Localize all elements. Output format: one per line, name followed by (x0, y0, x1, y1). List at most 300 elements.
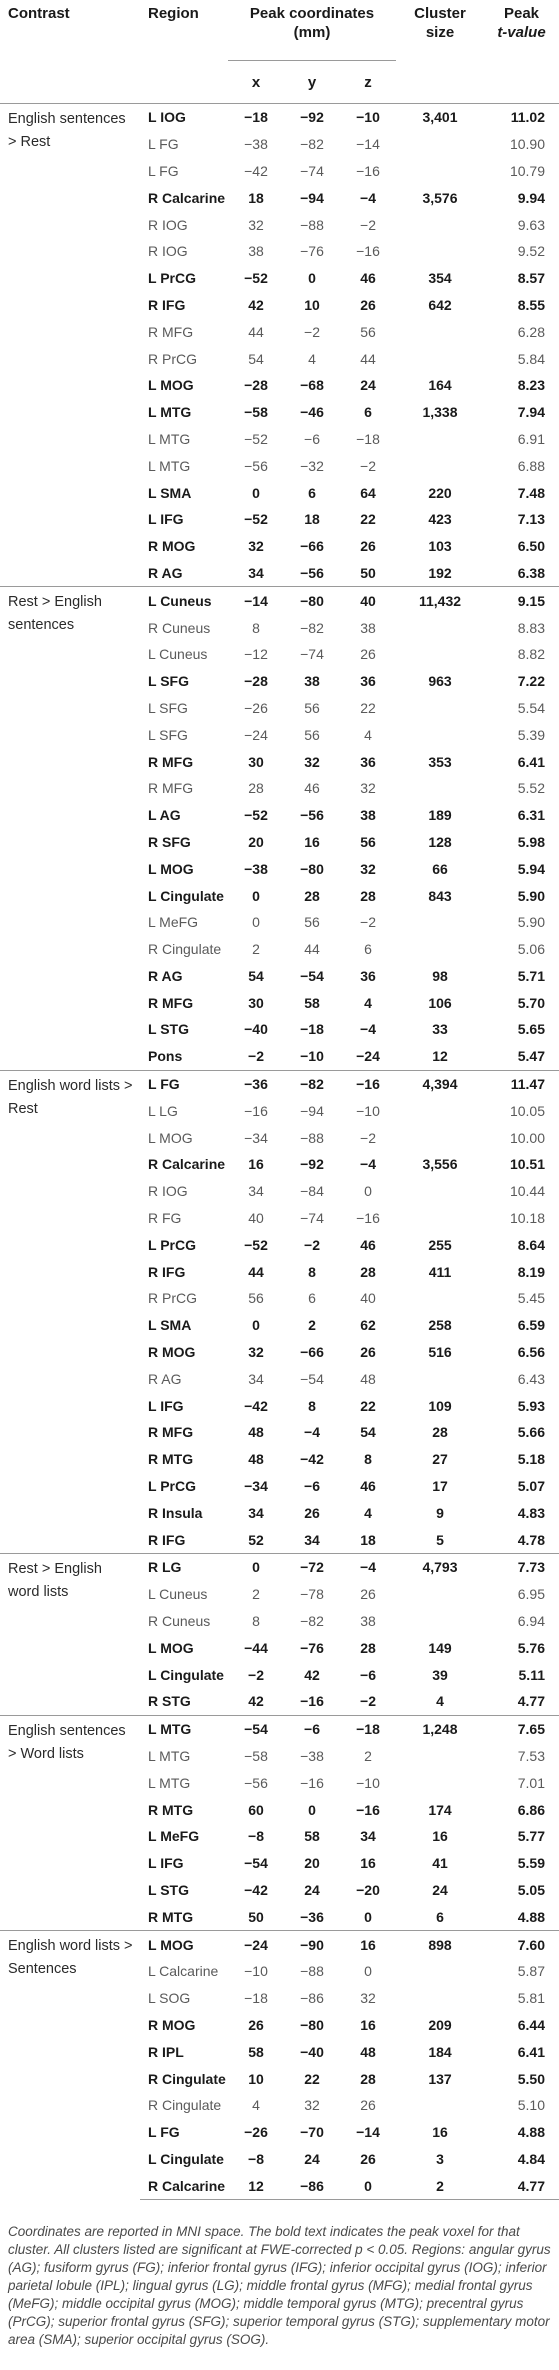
region-cell: L FG (148, 162, 179, 179)
x-coordinate-cell: 0 (252, 484, 260, 501)
t-value-cell: 10.90 (509, 136, 545, 153)
t-value-cell: 6.41 (517, 753, 545, 770)
t-value-cell: 4.88 (517, 2124, 545, 2141)
x-coordinate-cell: −10 (244, 1963, 268, 1980)
t-value-cell: 5.71 (517, 967, 545, 984)
z-coordinate-cell: 0 (340, 2172, 396, 2199)
y-coordinate-cell: −36 (300, 1908, 324, 1925)
region-cell: L AG (148, 807, 181, 824)
t-value-cell: 6.88 (517, 457, 545, 474)
z-coordinate-cell: 16 (340, 1931, 396, 1958)
cluster-size-cell: 16 (432, 1828, 448, 1845)
z-coordinate-cell: −18 (340, 1715, 396, 1742)
t-value-cell: 5.39 (517, 726, 545, 743)
cluster-size-cell: 106 (428, 994, 452, 1011)
cluster-size-cell: 184 (428, 2043, 452, 2060)
y-coordinate-cell: 56 (304, 726, 320, 743)
region-cell: R MTG (148, 1451, 194, 1468)
z-coordinate-cell: 26 (360, 1586, 376, 1603)
region-cell: L SFG (148, 726, 188, 743)
x-coordinate-cell: −52 (244, 270, 268, 287)
y-coordinate-cell: −54 (300, 1370, 324, 1387)
x-coordinate-cell: 30 (248, 753, 264, 770)
y-coordinate-cell: −76 (300, 243, 324, 260)
y-coordinate-cell: −92 (284, 104, 340, 131)
region-cell: L FG (148, 136, 179, 153)
cluster-size-cell: 27 (432, 1451, 448, 1468)
z-coordinate-cell: 26 (360, 538, 376, 555)
t-value-cell: 5.10 (517, 2097, 545, 2114)
cluster-size-cell (396, 721, 484, 748)
x-coordinate-cell: −8 (248, 2150, 264, 2167)
x-coordinate-cell: 44 (248, 1263, 264, 1280)
region-cell: L Cuneus (148, 646, 208, 663)
t-value-cell: 5.18 (517, 1451, 545, 1468)
x-coordinate-cell: 34 (248, 1370, 264, 1387)
y-coordinate-cell: 58 (304, 994, 320, 1011)
y-coordinate-cell: −94 (300, 1102, 324, 1119)
cluster-size-cell (396, 318, 484, 345)
z-coordinate-cell: −4 (360, 189, 376, 206)
t-value-cell: 6.94 (517, 1613, 545, 1630)
cluster-size-cell: 209 (428, 2016, 452, 2033)
region-cell: R AG (148, 564, 183, 581)
cluster-size-cell: 137 (428, 2070, 452, 2087)
cluster-size-cell: 843 (428, 887, 452, 904)
y-coordinate-cell: −6 (304, 1478, 320, 1495)
cluster-size-cell: 4,394 (396, 1070, 484, 1097)
cluster-size-cell: 258 (428, 1317, 452, 1334)
header-t-value: t-value (497, 24, 546, 41)
z-coordinate-cell: 28 (360, 887, 376, 904)
x-coordinate-cell: 12 (228, 2172, 284, 2199)
t-value-cell: 9.52 (517, 243, 545, 260)
z-coordinate-cell: −16 (356, 243, 380, 260)
y-coordinate-cell: 8 (308, 1397, 316, 1414)
cluster-size-cell: 411 (428, 1263, 452, 1280)
cluster-size-cell: 516 (428, 1344, 452, 1361)
z-coordinate-cell: 36 (360, 753, 376, 770)
z-coordinate-cell: 34 (360, 1828, 376, 1845)
cluster-size-cell: 353 (428, 753, 452, 770)
t-value-cell: 10.79 (509, 162, 545, 179)
y-coordinate-cell: 8 (308, 1263, 316, 1280)
y-coordinate-cell: −90 (284, 1931, 340, 1958)
z-coordinate-cell: 54 (360, 1424, 376, 1441)
cluster-size-cell (396, 2092, 484, 2119)
y-coordinate-cell: −74 (300, 1210, 324, 1227)
z-coordinate-cell: 46 (360, 1478, 376, 1495)
region-cell: R Cuneus (148, 1613, 211, 1630)
y-coordinate-cell: −84 (300, 1183, 324, 1200)
z-coordinate-cell: 26 (360, 646, 376, 663)
z-coordinate-cell: 56 (360, 323, 376, 340)
table-row (0, 1070, 559, 1097)
cluster-size-cell (396, 1097, 484, 1124)
cluster-size-cell (396, 1985, 484, 2012)
region-cell: R IOG (148, 216, 188, 233)
cluster-size-cell (396, 1365, 484, 1392)
cluster-size-cell: 354 (428, 270, 452, 287)
x-coordinate-cell: 34 (248, 1504, 264, 1521)
t-value-cell: 5.45 (517, 1290, 545, 1307)
t-value-cell: 5.93 (517, 1397, 545, 1414)
region-cell: R MFG (148, 780, 194, 797)
z-coordinate-cell: 38 (360, 1613, 376, 1630)
x-coordinate-cell: −34 (244, 1129, 268, 1146)
x-coordinate-cell: 50 (248, 1908, 264, 1925)
header-region: Region (148, 5, 199, 22)
z-coordinate-cell: 26 (360, 296, 376, 313)
z-coordinate-cell: 26 (360, 2097, 376, 2114)
y-coordinate-cell: −72 (284, 1554, 340, 1581)
x-coordinate-cell: −54 (228, 1715, 284, 1742)
cluster-size-cell (396, 1205, 484, 1232)
x-coordinate-cell: −18 (244, 1990, 268, 2007)
cluster-size-cell (396, 1285, 484, 1312)
region-cell: L Cingulate (148, 1666, 224, 1683)
y-coordinate-cell: −18 (300, 1021, 324, 1038)
region-cell: L MOG (148, 860, 194, 877)
t-value-cell: 4.77 (517, 1693, 545, 1710)
z-coordinate-cell: 56 (360, 833, 376, 850)
y-coordinate-cell: 34 (304, 1531, 320, 1548)
t-value-cell: 4.88 (517, 1908, 545, 1925)
cluster-size-cell (396, 131, 484, 158)
x-coordinate-cell: −58 (244, 1748, 268, 1764)
region-cell: L MOG (148, 1129, 193, 1146)
t-value-cell: 6.95 (517, 1586, 545, 1603)
region-cell: R IOG (148, 1183, 188, 1200)
x-coordinate-cell: 26 (248, 2016, 264, 2033)
region-cell: R PrCG (148, 1290, 197, 1307)
y-coordinate-cell: 16 (304, 833, 320, 850)
region-cell: R SFG (148, 833, 191, 850)
x-coordinate-cell: 0 (252, 887, 260, 904)
x-coordinate-cell: 30 (248, 994, 264, 1011)
cluster-size-cell (396, 1124, 484, 1151)
t-value-cell: 5.98 (517, 833, 545, 850)
t-value-cell: 4.77 (484, 2172, 559, 2199)
y-coordinate-cell: −2 (304, 323, 320, 340)
region-cell: L MeFG (148, 914, 199, 931)
y-coordinate-cell: −86 (284, 2172, 340, 2199)
region-cell: L PrCG (148, 1236, 196, 1253)
t-value-cell: 5.77 (517, 1828, 545, 1845)
z-coordinate-cell: −16 (340, 1070, 396, 1097)
z-coordinate-cell: −2 (360, 216, 376, 233)
y-coordinate-cell: 2 (308, 1317, 316, 1334)
z-coordinate-cell: 28 (360, 1639, 376, 1656)
region-cell: L SOG (148, 1990, 191, 2007)
t-value-cell: 5.90 (517, 887, 545, 904)
cluster-size-cell: 109 (428, 1397, 452, 1414)
cluster-size-cell: 41 (432, 1855, 448, 1872)
contrast-label: English word lists > Sentences (0, 1931, 140, 2200)
z-coordinate-cell: 22 (360, 699, 376, 716)
region-cell: R IPL (148, 2043, 184, 2060)
t-value-cell: 5.70 (517, 994, 545, 1011)
t-value-cell: 5.59 (517, 1855, 545, 1872)
y-coordinate-cell: −82 (300, 136, 324, 153)
z-coordinate-cell: 28 (360, 2070, 376, 2087)
t-value-cell: 7.60 (484, 1931, 559, 1958)
z-coordinate-cell: 4 (364, 726, 372, 743)
t-value-cell: 5.11 (518, 1666, 545, 1683)
x-coordinate-cell: −58 (244, 404, 268, 421)
t-value-cell: 5.07 (517, 1478, 545, 1495)
t-value-cell: 7.22 (517, 673, 545, 690)
x-coordinate-cell: 2 (252, 1586, 260, 1603)
y-coordinate-cell: 26 (304, 1504, 320, 1521)
cluster-size-cell (396, 909, 484, 936)
x-coordinate-cell: 42 (248, 296, 264, 313)
z-coordinate-cell: 46 (360, 270, 376, 287)
y-coordinate-cell: 46 (304, 780, 320, 797)
z-coordinate-cell: 48 (360, 1370, 376, 1387)
cluster-size-cell (396, 426, 484, 453)
z-coordinate-cell: 8 (364, 1451, 372, 1468)
cluster-size-cell (396, 641, 484, 668)
header-x: x (228, 61, 284, 104)
cluster-size-cell: 192 (428, 564, 452, 581)
cluster-size-cell (396, 211, 484, 238)
t-value-cell: 8.19 (517, 1263, 545, 1280)
t-value-cell: 6.56 (517, 1344, 545, 1361)
region-cell: L MTG (140, 1715, 228, 1742)
x-coordinate-cell: −42 (244, 1397, 268, 1414)
region-cell: L FG (140, 1070, 228, 1097)
cluster-size-cell (396, 1743, 484, 1770)
header-peak-coordinates: Peak coordinates (mm) (228, 0, 396, 61)
region-cell: L MOG (148, 1639, 194, 1656)
region-cell: L Cingulate (148, 2150, 224, 2167)
cluster-size-cell: 98 (432, 967, 448, 984)
z-coordinate-cell: −16 (356, 162, 380, 179)
x-coordinate-cell: −56 (244, 1774, 268, 1791)
y-coordinate-cell: 10 (304, 296, 320, 313)
region-cell: R IFG (148, 296, 186, 313)
y-coordinate-cell: 20 (304, 1855, 320, 1872)
z-coordinate-cell: 32 (360, 1990, 376, 2007)
header-peak: Peak (503, 5, 540, 22)
x-coordinate-cell: −24 (228, 1931, 284, 1958)
region-cell: R IOG (148, 243, 188, 260)
x-coordinate-cell: −26 (244, 2124, 268, 2141)
t-value-cell: 9.63 (517, 216, 545, 233)
cluster-size-cell: 2 (396, 2172, 484, 2199)
t-value-cell: 7.94 (517, 404, 545, 421)
z-coordinate-cell: 32 (360, 780, 376, 797)
x-coordinate-cell: −2 (248, 1666, 264, 1683)
y-coordinate-cell: 0 (308, 1801, 316, 1818)
contrast-label: English sentences > Word lists (0, 1715, 140, 1930)
region-cell: L IFG (148, 1397, 184, 1414)
y-coordinate-cell: −46 (300, 404, 324, 421)
t-value-cell: 6.38 (517, 564, 545, 581)
z-coordinate-cell: 0 (364, 1183, 372, 1200)
cluster-size-cell (396, 1178, 484, 1205)
region-cell: R Cingulate (148, 2097, 222, 2114)
y-coordinate-cell: −82 (300, 619, 324, 636)
z-coordinate-cell: −10 (356, 1774, 380, 1791)
t-value-cell: 5.54 (517, 699, 545, 716)
t-value-cell: 10.05 (509, 1102, 545, 1119)
cluster-size-cell: 28 (432, 1424, 448, 1441)
t-value-cell: 7.73 (484, 1554, 559, 1581)
t-value-cell: 8.82 (517, 646, 545, 663)
cluster-size-cell: 5 (436, 1531, 444, 1548)
region-cell: R Insula (148, 1504, 203, 1521)
t-value-cell: 7.01 (517, 1774, 545, 1791)
cluster-size-cell (396, 1769, 484, 1796)
z-coordinate-cell: 4 (364, 1504, 372, 1521)
x-coordinate-cell: −2 (248, 1048, 264, 1065)
z-coordinate-cell: −2 (360, 914, 376, 931)
t-value-cell: 6.91 (517, 430, 545, 447)
z-coordinate-cell: 6 (364, 404, 372, 421)
cluster-size-cell: 33 (432, 1021, 448, 1038)
x-coordinate-cell: −38 (244, 860, 268, 877)
y-coordinate-cell: −4 (304, 1424, 320, 1441)
x-coordinate-cell: 4 (252, 2097, 260, 2114)
y-coordinate-cell: 6 (308, 484, 316, 501)
region-cell: R IFG (148, 1263, 186, 1280)
y-coordinate-cell: −40 (300, 2043, 324, 2060)
cluster-size-cell: 103 (428, 538, 452, 555)
region-cell: L MTG (148, 404, 192, 421)
y-coordinate-cell: −54 (300, 967, 324, 984)
region-cell: L Cuneus (140, 587, 228, 614)
t-value-cell: 5.66 (517, 1424, 545, 1441)
table-row (0, 1931, 559, 1958)
y-coordinate-cell: 56 (304, 699, 320, 716)
x-coordinate-cell: −34 (244, 1478, 268, 1495)
header-y: y (284, 61, 340, 104)
region-cell: L STG (148, 1021, 189, 1038)
t-value-cell: 6.50 (517, 538, 545, 555)
cluster-size-cell: 255 (428, 1236, 452, 1253)
x-coordinate-cell: 0 (228, 1554, 284, 1581)
t-value-cell: 6.86 (517, 1801, 545, 1818)
t-value-cell: 7.48 (517, 484, 545, 501)
region-cell: R Calcarine (148, 1156, 226, 1173)
t-value-cell: 10.18 (509, 1210, 545, 1227)
x-coordinate-cell: −52 (244, 1236, 268, 1253)
x-coordinate-cell: −14 (228, 587, 284, 614)
cluster-size-cell: 220 (428, 484, 452, 501)
y-coordinate-cell: 22 (304, 2070, 320, 2087)
x-coordinate-cell: −16 (244, 1102, 268, 1119)
t-value-cell: 6.43 (517, 1370, 545, 1387)
z-coordinate-cell: −6 (360, 1666, 376, 1683)
region-cell: L IFG (148, 1855, 184, 1872)
x-coordinate-cell: −8 (248, 1828, 264, 1845)
t-value-cell: 8.83 (517, 619, 545, 636)
y-coordinate-cell: 56 (304, 914, 320, 931)
x-coordinate-cell: −12 (244, 646, 268, 663)
z-coordinate-cell: 24 (360, 377, 376, 394)
y-coordinate-cell: −68 (300, 377, 324, 394)
t-value-cell: 11.47 (484, 1070, 559, 1097)
z-coordinate-cell: 26 (360, 2150, 376, 2167)
z-coordinate-cell: −18 (356, 430, 380, 447)
cluster-size-cell (396, 775, 484, 802)
table-row (0, 1715, 559, 1742)
region-cell: L Calcarine (148, 1963, 219, 1980)
t-value-cell: 10.00 (509, 1129, 545, 1146)
table-footnote: Coordinates are reported in MNI space. The bold text indicates the peak voxel for that cluster. All clusters listed are significant at FWE-corrected p < 0.05. Regions: angular gyrus (AG); fusiform gyrus (FG); inferior frontal gyrus (IFG); inferior occipital gyrus (IOG); inferior parietal lobule (IPL); lingual gyrus (LG); middle frontal gyrus (MFG); medial frontal gyrus (MeFG); middle occipital gyrus (MOG); middle temporal gyrus (MTG); precentral gyrus (PrCG); superior frontal gyrus (SFG); superior temporal gyrus (STG); supplementary motor area (SMA); superior occipital gyrus (SOG). (8, 2224, 551, 2347)
region-cell: L MTG (148, 457, 191, 474)
z-coordinate-cell: 32 (360, 860, 376, 877)
z-coordinate-cell: 22 (360, 1397, 376, 1414)
t-value-cell: 7.65 (484, 1715, 559, 1742)
region-cell: L PrCG (148, 1478, 196, 1495)
contrast-label: English sentences > Rest (0, 104, 140, 587)
x-coordinate-cell: 42 (248, 1693, 264, 1710)
x-coordinate-cell: −42 (244, 1881, 268, 1898)
y-coordinate-cell: −42 (300, 1451, 324, 1468)
cluster-size-cell: 3 (436, 2150, 444, 2167)
y-coordinate-cell: 42 (304, 1666, 320, 1683)
table-header (0, 0, 559, 104)
region-cell: L Cuneus (148, 1586, 208, 1603)
t-value-cell: 9.15 (484, 587, 559, 614)
x-coordinate-cell: −26 (244, 699, 268, 716)
z-coordinate-cell: −16 (356, 1801, 380, 1818)
contrast-label: Rest > English sentences (0, 587, 140, 1070)
cluster-size-cell: 963 (428, 673, 452, 690)
t-value-cell: 8.64 (517, 1236, 545, 1253)
cluster-size-cell (396, 1608, 484, 1635)
t-value-cell: 7.13 (517, 511, 545, 528)
z-coordinate-cell: 64 (360, 484, 376, 501)
cluster-size-cell: 39 (432, 1666, 448, 1683)
x-coordinate-cell: 10 (248, 2070, 264, 2087)
region-cell: R PrCG (148, 350, 197, 367)
cluster-size-cell: 4,793 (396, 1554, 484, 1581)
t-value-cell: 8.55 (517, 296, 545, 313)
y-coordinate-cell: −82 (300, 1613, 324, 1630)
x-coordinate-cell: 54 (248, 350, 264, 367)
region-cell: L SMA (148, 1317, 192, 1334)
y-coordinate-cell: −88 (300, 1129, 324, 1146)
t-value-cell: 5.05 (517, 1881, 545, 1898)
region-cell: Pons (148, 1048, 183, 1065)
t-value-cell: 6.41 (517, 2043, 545, 2060)
x-coordinate-cell: −52 (244, 807, 268, 824)
t-value-cell: 10.51 (509, 1156, 545, 1173)
y-coordinate-cell: 6 (308, 1290, 316, 1307)
x-coordinate-cell: −44 (244, 1639, 268, 1656)
y-coordinate-cell: −80 (300, 2016, 324, 2033)
header-contrast: Contrast (8, 5, 70, 22)
region-cell: R LG (140, 1554, 228, 1581)
cluster-size-cell: 17 (432, 1478, 448, 1495)
region-cell: L FG (148, 2124, 180, 2141)
x-coordinate-cell: 34 (248, 564, 264, 581)
t-value-cell: 6.31 (517, 807, 545, 824)
cluster-size-cell: 1,338 (422, 404, 458, 421)
region-cell: R MOG (148, 538, 196, 555)
x-coordinate-cell: 32 (248, 216, 264, 233)
z-coordinate-cell: 16 (360, 1855, 376, 1872)
cluster-size-cell (396, 452, 484, 479)
region-cell: L MOG (148, 377, 194, 394)
cluster-size-cell: 898 (396, 1931, 484, 1958)
cluster-size-cell: 128 (428, 833, 452, 850)
y-coordinate-cell: −6 (284, 1715, 340, 1742)
